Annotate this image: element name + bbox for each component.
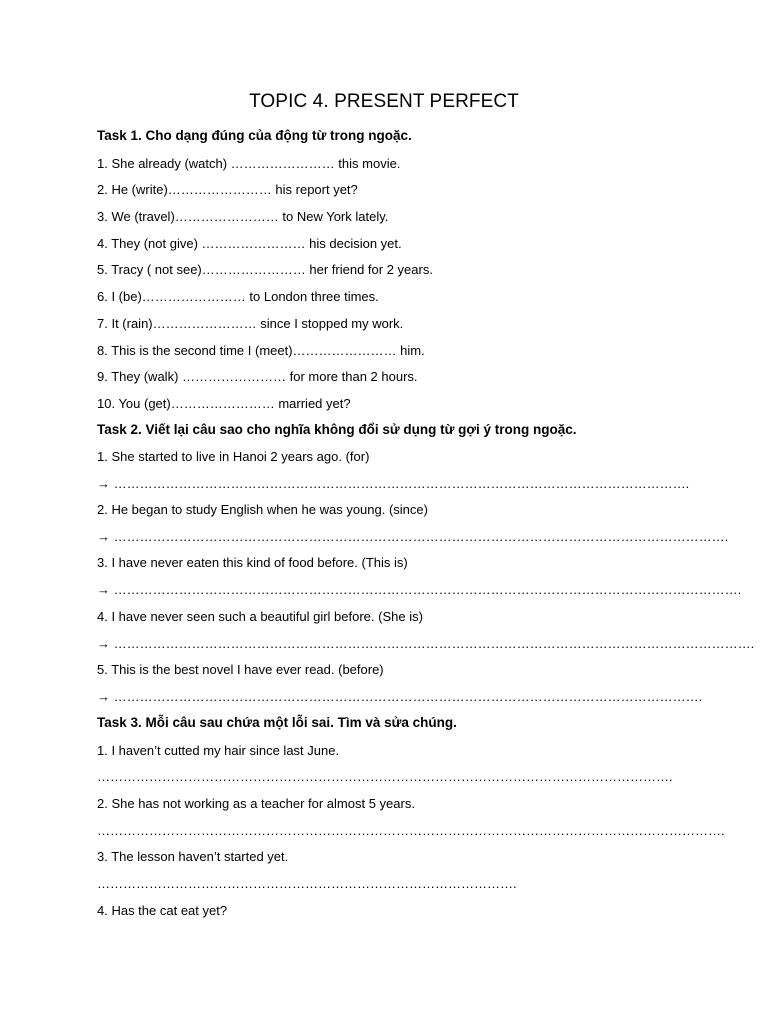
task3-item-4-prompt: 4. Has the cat eat yet?: [97, 903, 228, 918]
task3-item-1-prompt: 1. I haven’t cutted my hair since last June.: [97, 743, 340, 758]
task3-item-1-answer-line: …………………………………………………………………………………………………………………….: [97, 769, 673, 784]
task1-item-4: 4. They (not give) …………………… his decision yet.: [97, 236, 402, 251]
task3-item-2-prompt: 2. She has not working as a teacher for almost 5 years.: [97, 796, 415, 811]
task1-item-1: 1. She already (watch) …………………… this movie.: [97, 156, 401, 171]
task2-item-4-prompt: 4. I have never seen such a beautiful girl before. (She is): [97, 609, 423, 624]
task3-item-2-answer-line: ……………………………………………………………………………………………………………………………….: [97, 823, 725, 838]
task2-item-4-answer-line: → ………………………………………………………………………………………………………………………………….: [97, 636, 755, 651]
task2-heading: Task 2. Viết lại câu sao cho nghĩa không đổi sử dụng từ gợi ý trong ngoặc.: [97, 422, 577, 437]
task1-item-2: 2. He (write)…………………… his report yet?: [97, 182, 358, 197]
task2-item-5-answer-line: → ……………………………………………………………………………………………………………………….: [97, 689, 703, 704]
task1-item-7: 7. It (rain)…………………… since I stopped my work.: [97, 316, 404, 331]
task1-item-9: 9. They (walk) …………………… for more than 2 hours.: [97, 369, 418, 384]
task2-item-3-answer-line: → ……………………………………………………………………………………………………………………………….: [97, 582, 742, 597]
task3-item-3-prompt: 3. The lesson haven’t started yet.: [97, 849, 289, 864]
task1-item-10: 10. You (get)…………………… married yet?: [97, 396, 351, 411]
page-title: TOPIC 4. PRESENT PERFECT: [249, 91, 519, 112]
task1-item-8: 8. This is the second time I (meet)…………………… him.: [97, 343, 425, 358]
task2-item-1-prompt: 1. She started to live in Hanoi 2 years ago. (for): [97, 449, 370, 464]
task3-heading: Task 3. Mỗi câu sau chứa một lỗi sai. Tìm và sửa chúng.: [97, 715, 457, 730]
task3-item-3-answer-line: …………………………………………………………………………………….: [97, 876, 517, 891]
task2-item-5-prompt: 5. This is the best novel I have ever read. (before): [97, 662, 384, 677]
task2-item-2-prompt: 2. He began to study English when he was young. (since): [97, 502, 428, 517]
task2-item-3-prompt: 3. I have never eaten this kind of food before. (This is): [97, 555, 408, 570]
task1-item-6: 6. I (be)…………………… to London three times.: [97, 289, 379, 304]
task1-item-5: 5. Tracy ( not see)…………………… her friend for 2 years.: [97, 262, 433, 277]
task1-heading: Task 1. Cho dạng đúng của động từ trong ngoặc.: [97, 128, 412, 143]
task2-item-2-answer-line: → …………………………………………………………………………………………………………………………….: [97, 529, 729, 544]
task1-item-3: 3. We (travel)…………………… to New York lately.: [97, 209, 389, 224]
task2-item-1-answer-line: → …………………………………………………………………………………………………………………….: [97, 476, 690, 491]
